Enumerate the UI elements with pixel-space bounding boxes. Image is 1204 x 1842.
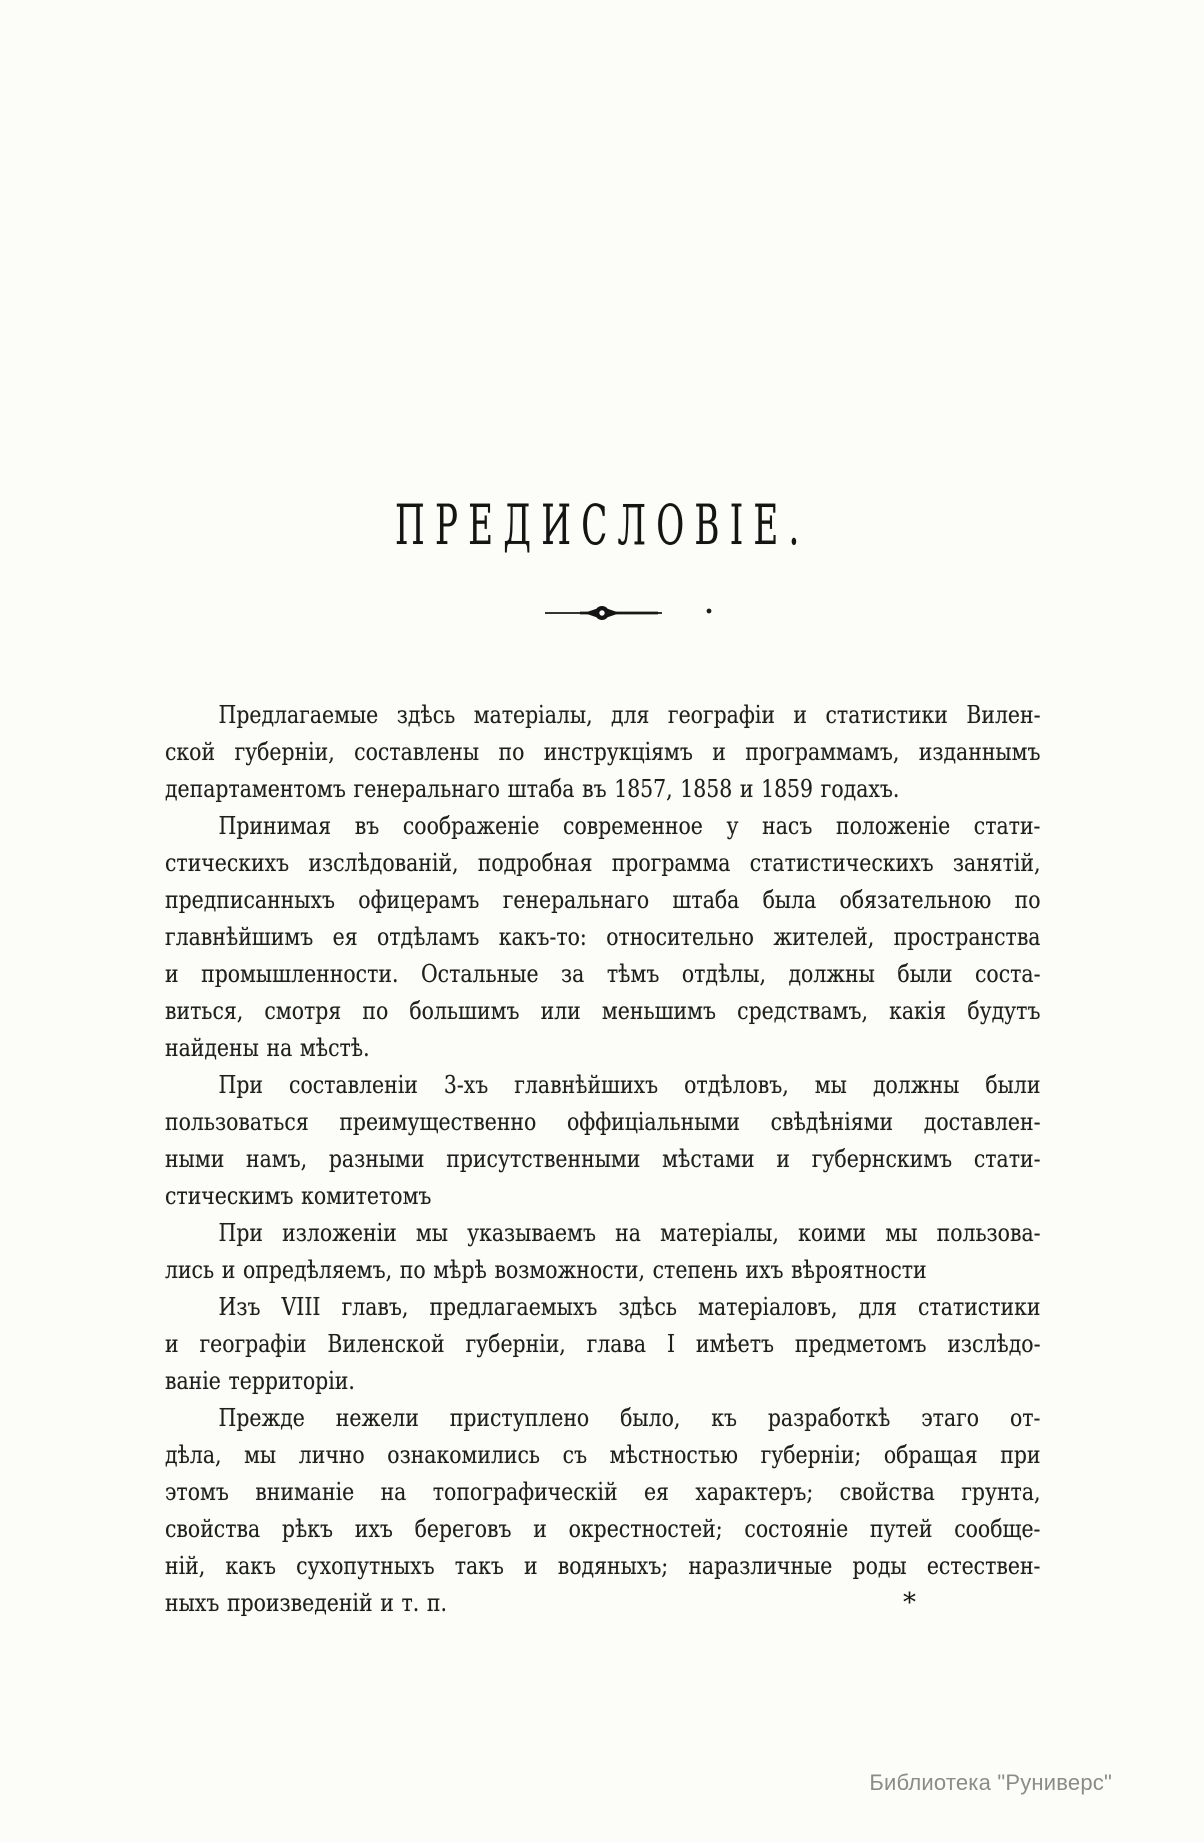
text-line: и географіи Виленской губерніи, глава I имѣетъ предметомъ изслѣдо- bbox=[165, 1330, 1041, 1358]
text-line: свойства рѣкъ ихъ береговъ и окрестностей; состояніе путей сообще- bbox=[165, 1515, 1041, 1543]
text-line: ваніе территоріи. bbox=[165, 1367, 355, 1395]
preface-body bbox=[165, 697, 1041, 1622]
text-line: Предлагаемые здѣсь матеріалы, для географіи и статистики Вилен- bbox=[218, 701, 1041, 729]
text-line: пользоваться преимущественно оффиціальными свѣдѣніями доставлен- bbox=[165, 1108, 1041, 1136]
text-line: и промышленности. Остальные за тѣмъ отдѣлы, должны были соста- bbox=[165, 960, 1041, 988]
section-divider-ornament-icon bbox=[540, 602, 718, 624]
text-line: Изъ VIII главъ, предлагаемыхъ здѣсь матеріаловъ, для статистики bbox=[218, 1293, 1041, 1321]
text-line: виться, смотря по большимъ или меньшимъ средствамъ, какія будутъ bbox=[165, 997, 1041, 1025]
text-line: стическихъ изслѣдованій, подробная программа статистическихъ занятій, bbox=[165, 849, 1041, 877]
footnote-marker: * bbox=[903, 1588, 916, 1618]
text-line: этомъ вниманіе на топографическій ея характеръ; свойства грунта, bbox=[165, 1478, 1041, 1506]
text-line: ній, какъ сухопутныхъ такъ и водяныхъ; наразличные роды естествен- bbox=[165, 1552, 1041, 1580]
text-line: департаментомъ генеральнаго штаба въ 1857, 1858 и 1859 годахъ. bbox=[165, 775, 900, 803]
text-line: главнѣйшимъ ея отдѣламъ какъ-то: относительно жителей, пространства bbox=[165, 923, 1041, 951]
text-line: найдены на мѣстѣ. bbox=[165, 1034, 370, 1062]
page-title-row bbox=[0, 493, 1204, 557]
text-line: ными намъ, разными присутственными мѣстами и губернскимъ стати- bbox=[165, 1145, 1041, 1173]
library-watermark: Библиотека "Руниверс" bbox=[869, 1770, 1112, 1795]
text-line: стическимъ комитетомъ bbox=[165, 1182, 432, 1210]
text-line: При изложеніи мы указываемъ на матеріалы, коими мы пользова- bbox=[218, 1219, 1041, 1247]
text-line: Принимая въ соображеніе современное у насъ положеніе стати- bbox=[218, 812, 1041, 840]
text-line: дѣла, мы лично ознакомились съ мѣстностью губерніи; обращая при bbox=[165, 1441, 1041, 1469]
text-line: ской губерніи, составлены по инструкціямъ и программамъ, изданнымъ bbox=[165, 738, 1041, 766]
text-line: лись и опредѣляемъ, по мѣрѣ возможности, степень ихъ вѣроятности bbox=[165, 1256, 927, 1284]
page-title: ПРЕДИСЛОВІЕ. bbox=[394, 493, 810, 557]
text-line: При составленіи 3-хъ главнѣйшихъ отдѣловъ, мы должны были bbox=[218, 1071, 1041, 1099]
text-line: предписанныхъ офицерамъ генеральнаго штаба была обязательною по bbox=[165, 886, 1041, 914]
text-line: ныхъ произведеній и т. п. bbox=[165, 1589, 447, 1617]
text-line: Прежде нежели приступлено было, къ разработкѣ этаго от- bbox=[218, 1404, 1041, 1432]
